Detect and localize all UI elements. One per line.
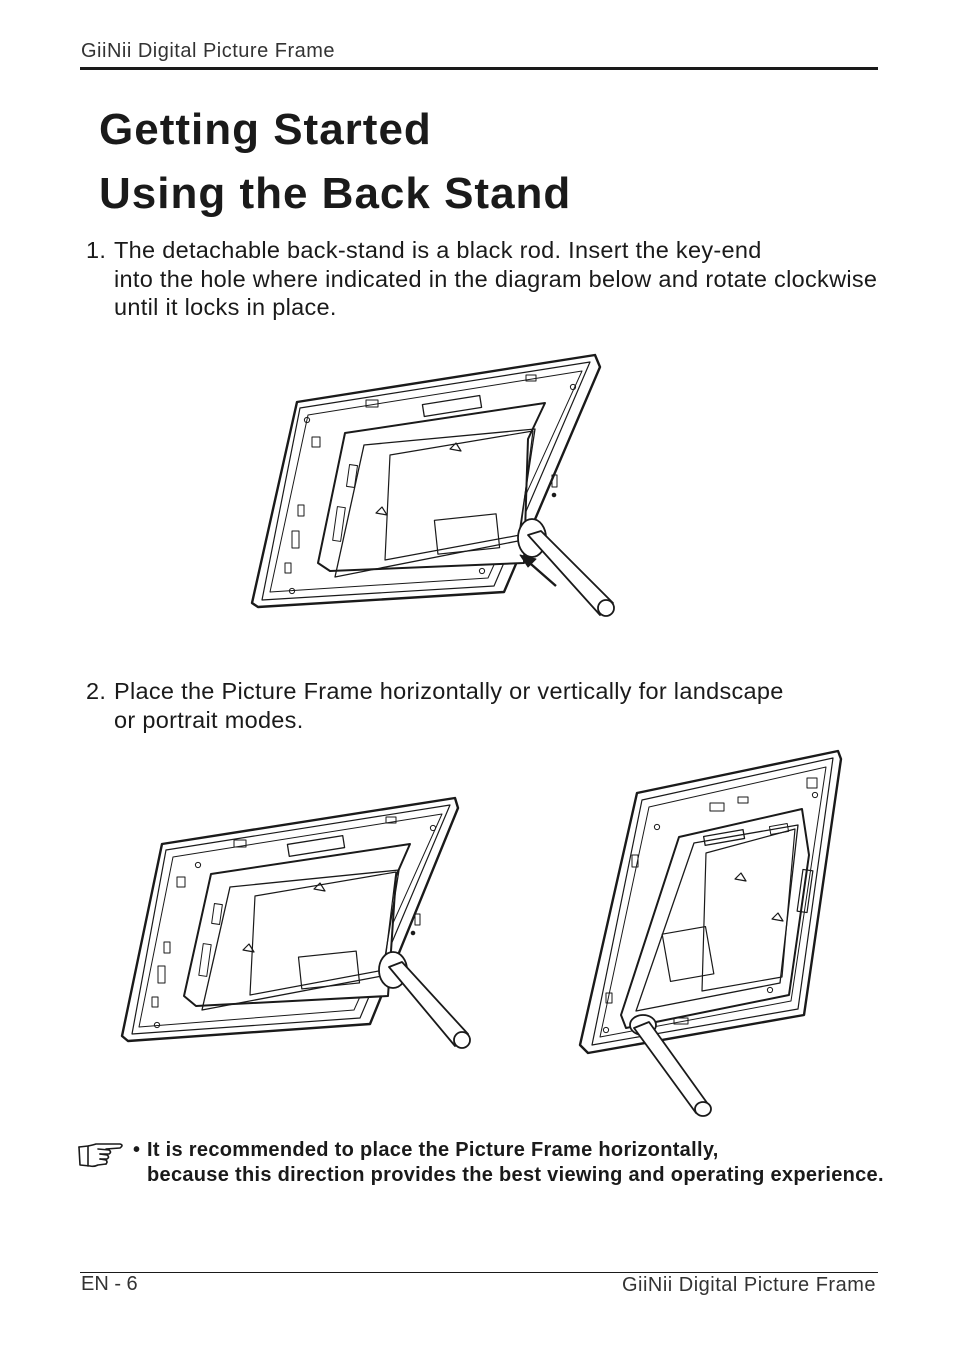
page-title: Getting Started: [99, 105, 432, 154]
running-footer: GiiNii Digital Picture Frame: [621, 1274, 876, 1296]
note-bullet: •: [133, 1139, 141, 1161]
note-text-continued: because this direction provides the best viewing and operating experience.: [147, 1164, 884, 1186]
section-title: Using the Back Stand: [99, 169, 572, 218]
step-2-number: 2.: [86, 678, 107, 704]
step-2-text: Place the Picture Frame horizontally or vertically for landscape: [114, 678, 784, 704]
frame-portrait-illustration: [570, 745, 855, 1120]
frame-landscape-illustration: [110, 790, 480, 1055]
header-rule: [80, 67, 878, 70]
step-1-number: 1.: [86, 237, 107, 263]
running-header: GiiNii Digital Picture Frame: [81, 40, 336, 62]
footer-rule: [80, 1272, 878, 1273]
step-2: [86, 677, 886, 734]
step-1: [86, 236, 886, 322]
note: [133, 1138, 893, 1188]
step-1-text-continued: into the hole where indicated in the diagram below and rotate clockwise until it locks in place.: [114, 265, 878, 320]
page-number: EN - 6: [81, 1273, 138, 1295]
pointing-hand-icon: [76, 1140, 128, 1170]
step-1-text: The detachable back-stand is a black rod. Insert the key-end: [114, 237, 762, 263]
note-text: It is recommended to place the Picture Frame horizontally,: [147, 1139, 719, 1161]
frame-back-stand-insert-illustration: [240, 345, 640, 625]
step-2-text-continued: or portrait modes.: [114, 706, 304, 733]
